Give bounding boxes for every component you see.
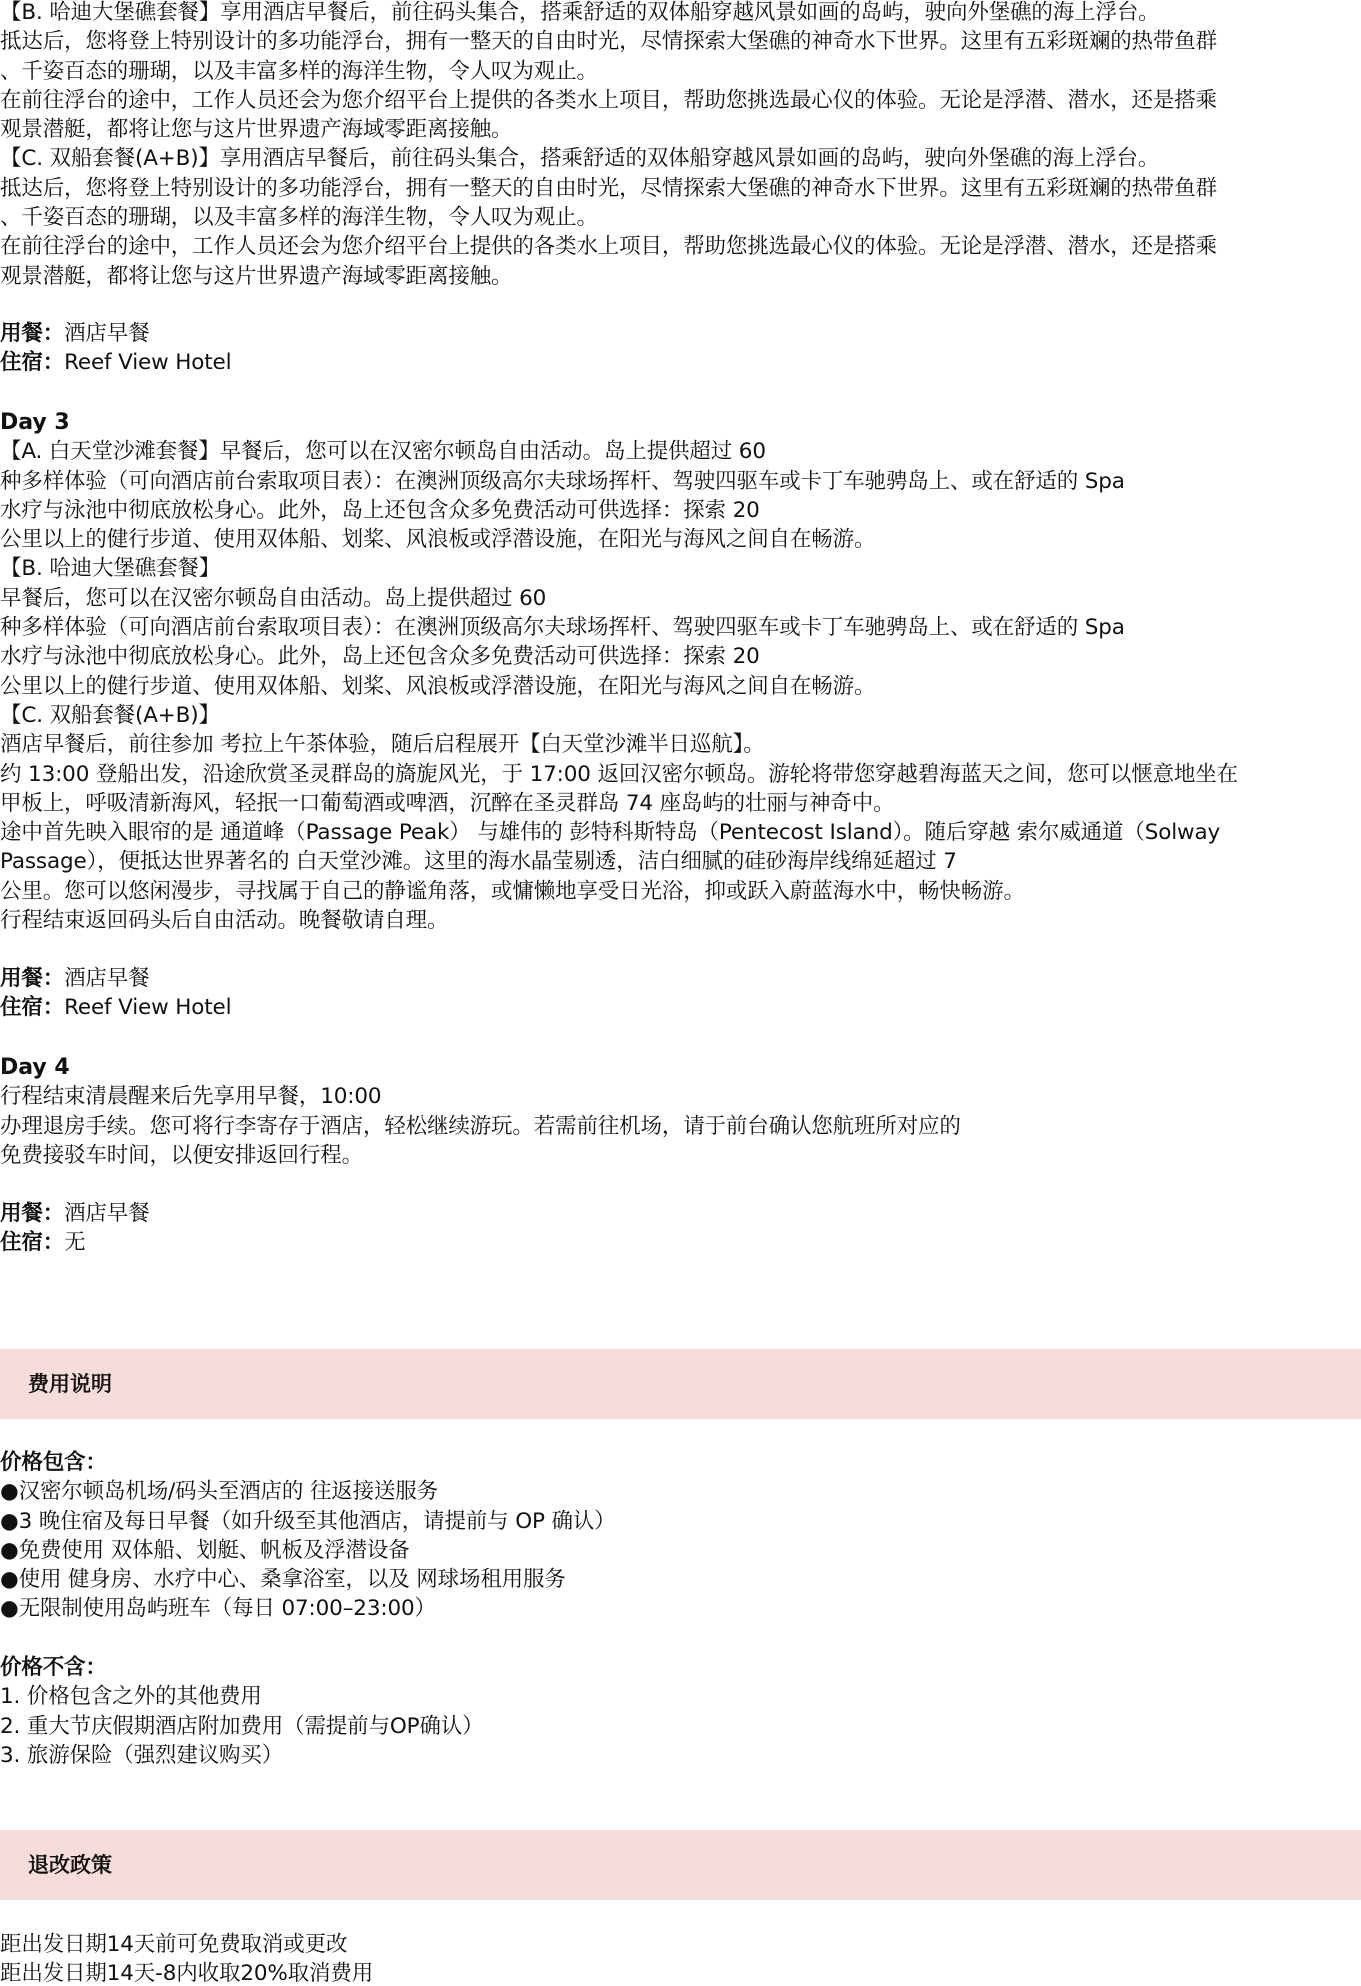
day3-line: 种多样体验（可向酒店前台索取项目表）：在澳洲顶级高尔夫球场挥杆、驾驶四驱车或卡丁车驰骋岛上、或在舒适的 Spa: [0, 615, 1125, 641]
intro-line: 【C. 双船套餐(A+B)】享用酒店早餐后，前往码头集合，搭乘舒适的双体船穿越风景如画的岛屿，驶向外堡礁的海上浮台。: [0, 146, 1160, 172]
refund-section-header: [0, 1830, 1361, 1900]
stay-line: [0, 993, 1355, 1022]
day3-line: 【B. 哈迪大堡礁套餐】: [0, 556, 221, 582]
fees-section-header: [0, 1349, 1361, 1419]
fees-included: [0, 1448, 1355, 1624]
day3-line: 公里以上的健行步道、使用双体船、划桨、风浪板或浮潜设施，在阳光与海风之间自在畅游。: [0, 673, 876, 699]
stay-value: 无: [64, 1230, 86, 1256]
day3-section: [0, 408, 1355, 935]
fees-section-title: 费用说明: [28, 1372, 112, 1396]
day4-line: 办理退房手续。您可将行李寄存于酒店，轻松继续游玩。若需前往机场，请于前台确认您航班所对应的: [0, 1113, 961, 1139]
included-item: ●使用 健身房、水疗中心、桑拿浴室，以及 网球场租用服务: [0, 1567, 566, 1593]
intro-line: 观景潜艇，都将让您与这片世界遗产海域零距离接触。: [0, 263, 513, 289]
refund-policy: [0, 1930, 1355, 1986]
day3-line: 早餐后，您可以在汉密尔顿岛自由活动。岛上提供超过 60: [0, 585, 547, 611]
refund-line: 距出发日期14天前可免费取消或更改: [0, 1932, 348, 1957]
intro-line: 在前往浮台的途中，工作人员还会为您介绍平台上提供的各类水上项目，帮助您挑选最心仪的体验。无论是浮潜、潜水，还是搭乘: [0, 234, 1217, 260]
stay-line: [0, 1228, 1355, 1257]
stay-line: [0, 348, 1355, 377]
refund-line: 距出发日期14天-8内收取20%取消费用: [0, 1961, 374, 1986]
day4-line: 行程结束清晨醒来后先享用早餐，10:00: [0, 1084, 382, 1110]
excluded-item: 1. 价格包含之外的其他费用: [0, 1684, 262, 1710]
meals-label: 用餐：: [0, 966, 65, 991]
excluded-item: 2. 重大节庆假期酒店附加费用（需提前与OP确认）: [0, 1713, 484, 1739]
day3-line: 公里以上的健行步道、使用双体船、划桨、风浪板或浮潜设施，在阳光与海风之间自在畅游。: [0, 527, 876, 553]
included-label: 价格包含：: [0, 1450, 107, 1475]
day4-title: Day 4: [0, 1055, 70, 1080]
meals-value: 酒店早餐: [64, 966, 150, 991]
day3-line: 水疗与泳池中彻底放松身心。此外，岛上还包含众多免费活动可供选择：探索 20: [0, 644, 760, 670]
excluded-label: 价格不含：: [0, 1655, 107, 1680]
meals-value: 酒店早餐: [64, 1201, 150, 1226]
day3-title: Day 3: [0, 410, 70, 435]
intro-meals-stay: [0, 319, 1355, 378]
day3-line: 【A. 白天堂沙滩套餐】早餐后，您可以在汉密尔顿岛自由活动。岛上提供超过 60: [0, 439, 766, 465]
meals-line: [0, 319, 1355, 348]
intro-line: 抵达后，您将登上特别设计的多功能浮台，拥有一整天的自由时光，尽情探索大堡礁的神奇水下世界。这里有五彩斑斓的热带鱼群: [0, 29, 1217, 55]
day3-line: Passage），便抵达世界著名的 白天堂沙滩。这里的海水晶莹剔透，洁白细腻的硅砂海岸线绵延超过 7: [0, 849, 957, 875]
day3-line: 酒店早餐后，前往参加 考拉上午茶体验，随后启程展开【白天堂沙滩半日巡航】。: [0, 732, 765, 758]
stay-label: 住宿：: [0, 1230, 65, 1256]
day3-line: 公里。您可以悠闲漫步，寻找属于自己的静谧角落，或慵懒地享受日光浴，抑或跃入蔚蓝海水中，畅快畅游。: [0, 878, 1025, 904]
day3-line: 【C. 双船套餐(A+B)】: [0, 702, 220, 728]
day4-line: 免费接驳车时间，以便安排返回行程。: [0, 1142, 363, 1168]
day3-line: 水疗与泳池中彻底放松身心。此外，岛上还包含众多免费活动可供选择：探索 20: [0, 497, 760, 523]
meals-label: 用餐：: [0, 1201, 65, 1226]
intro-line: 在前往浮台的途中，工作人员还会为您介绍平台上提供的各类水上项目，帮助您挑选最心仪的体验。无论是浮潜、潜水，还是搭乘: [0, 87, 1217, 113]
intro-line: 、千姿百态的珊瑚，以及丰富多样的海洋生物，令人叹为观止。: [0, 58, 598, 84]
included-item: ●3 晚住宿及每日早餐（如升级至其他酒店，请提前与 OP 确认）: [0, 1508, 616, 1534]
meals-label: 用餐：: [0, 321, 65, 346]
stay-value: Reef View Hotel: [64, 350, 232, 376]
refund-section-title: 退改政策: [28, 1853, 112, 1877]
meals-value: 酒店早餐: [64, 321, 150, 346]
day3-meals-stay: [0, 964, 1355, 1023]
intro-section: [0, 0, 1355, 291]
included-item: ●免费使用 双体船、划艇、帆板及浮潜设备: [0, 1537, 410, 1563]
excluded-item: 3. 旅游保险（强烈建议购买）: [0, 1742, 284, 1768]
intro-line: 观景潜艇，都将让您与这片世界遗产海域零距离接触。: [0, 117, 513, 143]
stay-label: 住宿：: [0, 350, 65, 376]
intro-line: 抵达后，您将登上特别设计的多功能浮台，拥有一整天的自由时光，尽情探索大堡礁的神奇水下世界。这里有五彩斑斓的热带鱼群: [0, 175, 1217, 201]
day3-line: 约 13:00 登船出发，沿途欣赏圣灵群岛的旖旎风光，于 17:00 返回汉密尔顿岛。游轮将带您穿越碧海蓝天之间，您可以惬意地坐在: [0, 761, 1239, 787]
day3-line: 行程结束返回码头后自由活动。晚餐敬请自理。: [0, 908, 449, 934]
stay-label: 住宿：: [0, 995, 65, 1021]
included-item: ●无限制使用岛屿班车（每日 07:00–23:00）: [0, 1596, 436, 1622]
fees-excluded: [0, 1653, 1355, 1770]
day4-section: [0, 1053, 1355, 1170]
stay-value: Reef View Hotel: [64, 995, 232, 1021]
meals-line: [0, 1199, 1355, 1228]
day4-meals-stay: [0, 1199, 1355, 1258]
day3-line: 途中首先映入眼帘的是 通道峰（Passage Peak） 与雄伟的 彭特科斯特岛（Pentecost Island）。随后穿越 索尔威通道（Solway: [0, 820, 1221, 846]
included-item: ●汉密尔顿岛机场/码头至酒店的 往返接送服务: [0, 1479, 439, 1505]
meals-line: [0, 964, 1355, 993]
day3-line: 种多样体验（可向酒店前台索取项目表）：在澳洲顶级高尔夫球场挥杆、驾驶四驱车或卡丁车驰骋岛上、或在舒适的 Spa: [0, 468, 1125, 494]
day3-line: 甲板上，呼吸清新海风，轻抿一口葡萄酒或啤酒，沉醉在圣灵群岛 74 座岛屿的壮丽与神奇中。: [0, 790, 895, 816]
intro-line: 、千姿百态的珊瑚，以及丰富多样的海洋生物，令人叹为观止。: [0, 205, 598, 231]
intro-line: 【B. 哈迪大堡礁套餐】享用酒店早餐后，前往码头集合，搭乘舒适的双体船穿越风景如画的岛屿，驶向外堡礁的海上浮台。: [0, 0, 1160, 25]
